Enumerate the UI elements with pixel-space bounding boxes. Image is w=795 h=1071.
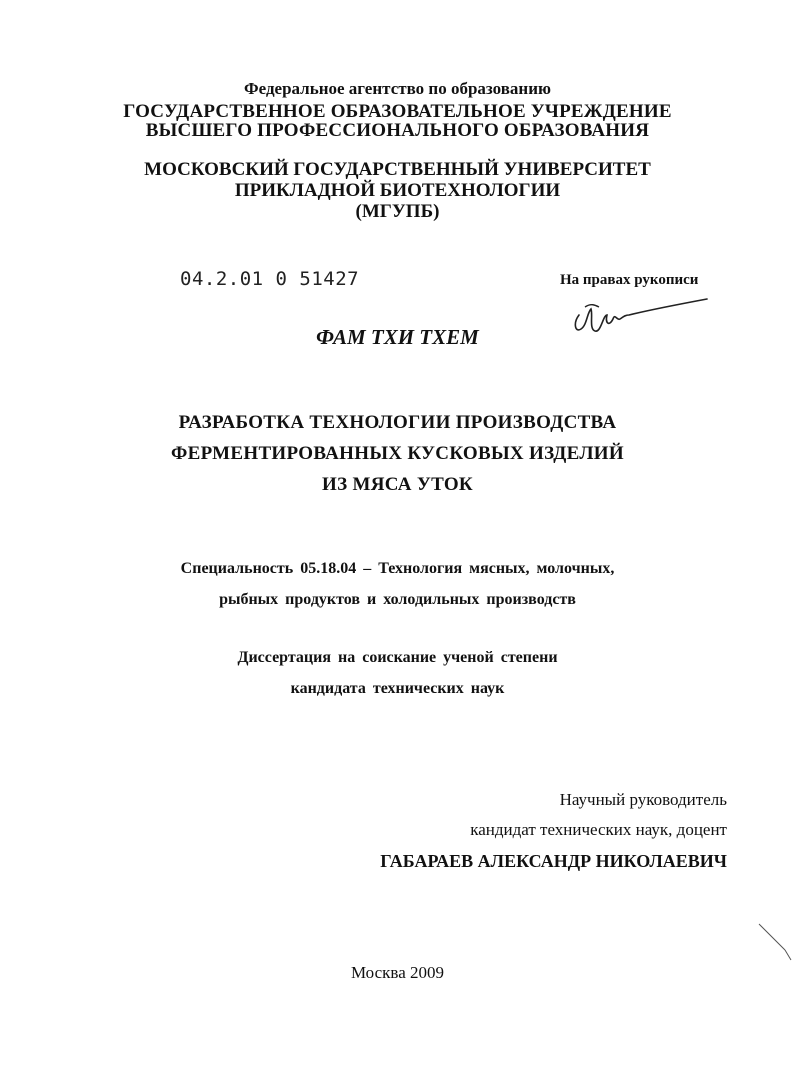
thesis-title-line-3: ИЗ МЯСА УТОК	[322, 474, 473, 495]
university-line-2: ПРИКЛАДНОЙ БИОТЕХНОЛОГИИ	[234, 180, 561, 201]
institution-line-1: ГОСУДАРСТВЕННОЕ ОБРАЗОВАТЕЛЬНОЕ УЧРЕЖДЕНИЕ	[123, 101, 672, 122]
university-abbreviation: (МГУПБ)	[355, 201, 440, 222]
thesis-title-line-1: РАЗРАБОТКА ТЕХНОЛОГИИ ПРОИЗВОДСТВА	[178, 412, 617, 433]
degree-line-2: кандидата технических наук	[290, 680, 505, 697]
specialty-line-2: рыбных продуктов и холодильных производств	[219, 591, 576, 608]
thesis-title-line-2: ФЕРМЕНТИРОВАННЫХ КУСКОВЫХ ИЗДЕЛИЙ	[171, 443, 624, 464]
institution-line-2: ВЫСШЕГО ПРОФЕССИОНАЛЬНОГО ОБРАЗОВАНИЯ	[145, 120, 650, 141]
supervisor-role: Научный руководитель	[559, 790, 727, 809]
university-line-1: МОСКОВСКИЙ ГОСУДАРСТВЕННЫЙ УНИВЕРСИТЕТ	[144, 159, 651, 180]
rights-note: На правах рукописи	[560, 272, 699, 288]
specialty-line-1: Специальность 05.18.04 – Технология мясных, молочных,	[180, 560, 615, 577]
agency-name: Федеральное агентство по образованию	[244, 79, 551, 98]
scan-mark-icon	[755, 920, 795, 965]
supervisor-credentials: кандидат технических наук, доцент	[470, 820, 727, 839]
stamp-number: 04.2.01 0 51427	[180, 268, 360, 290]
author-name: ФАМ ТХИ ТХЕМ	[316, 325, 479, 349]
supervisor-name: ГАБАРАЕВ АЛЕКСАНДР НИКОЛАЕВИЧ	[380, 851, 727, 871]
degree-line-1: Диссертация на соискание ученой степени	[237, 649, 558, 666]
city-year: Москва 2009	[350, 963, 445, 982]
